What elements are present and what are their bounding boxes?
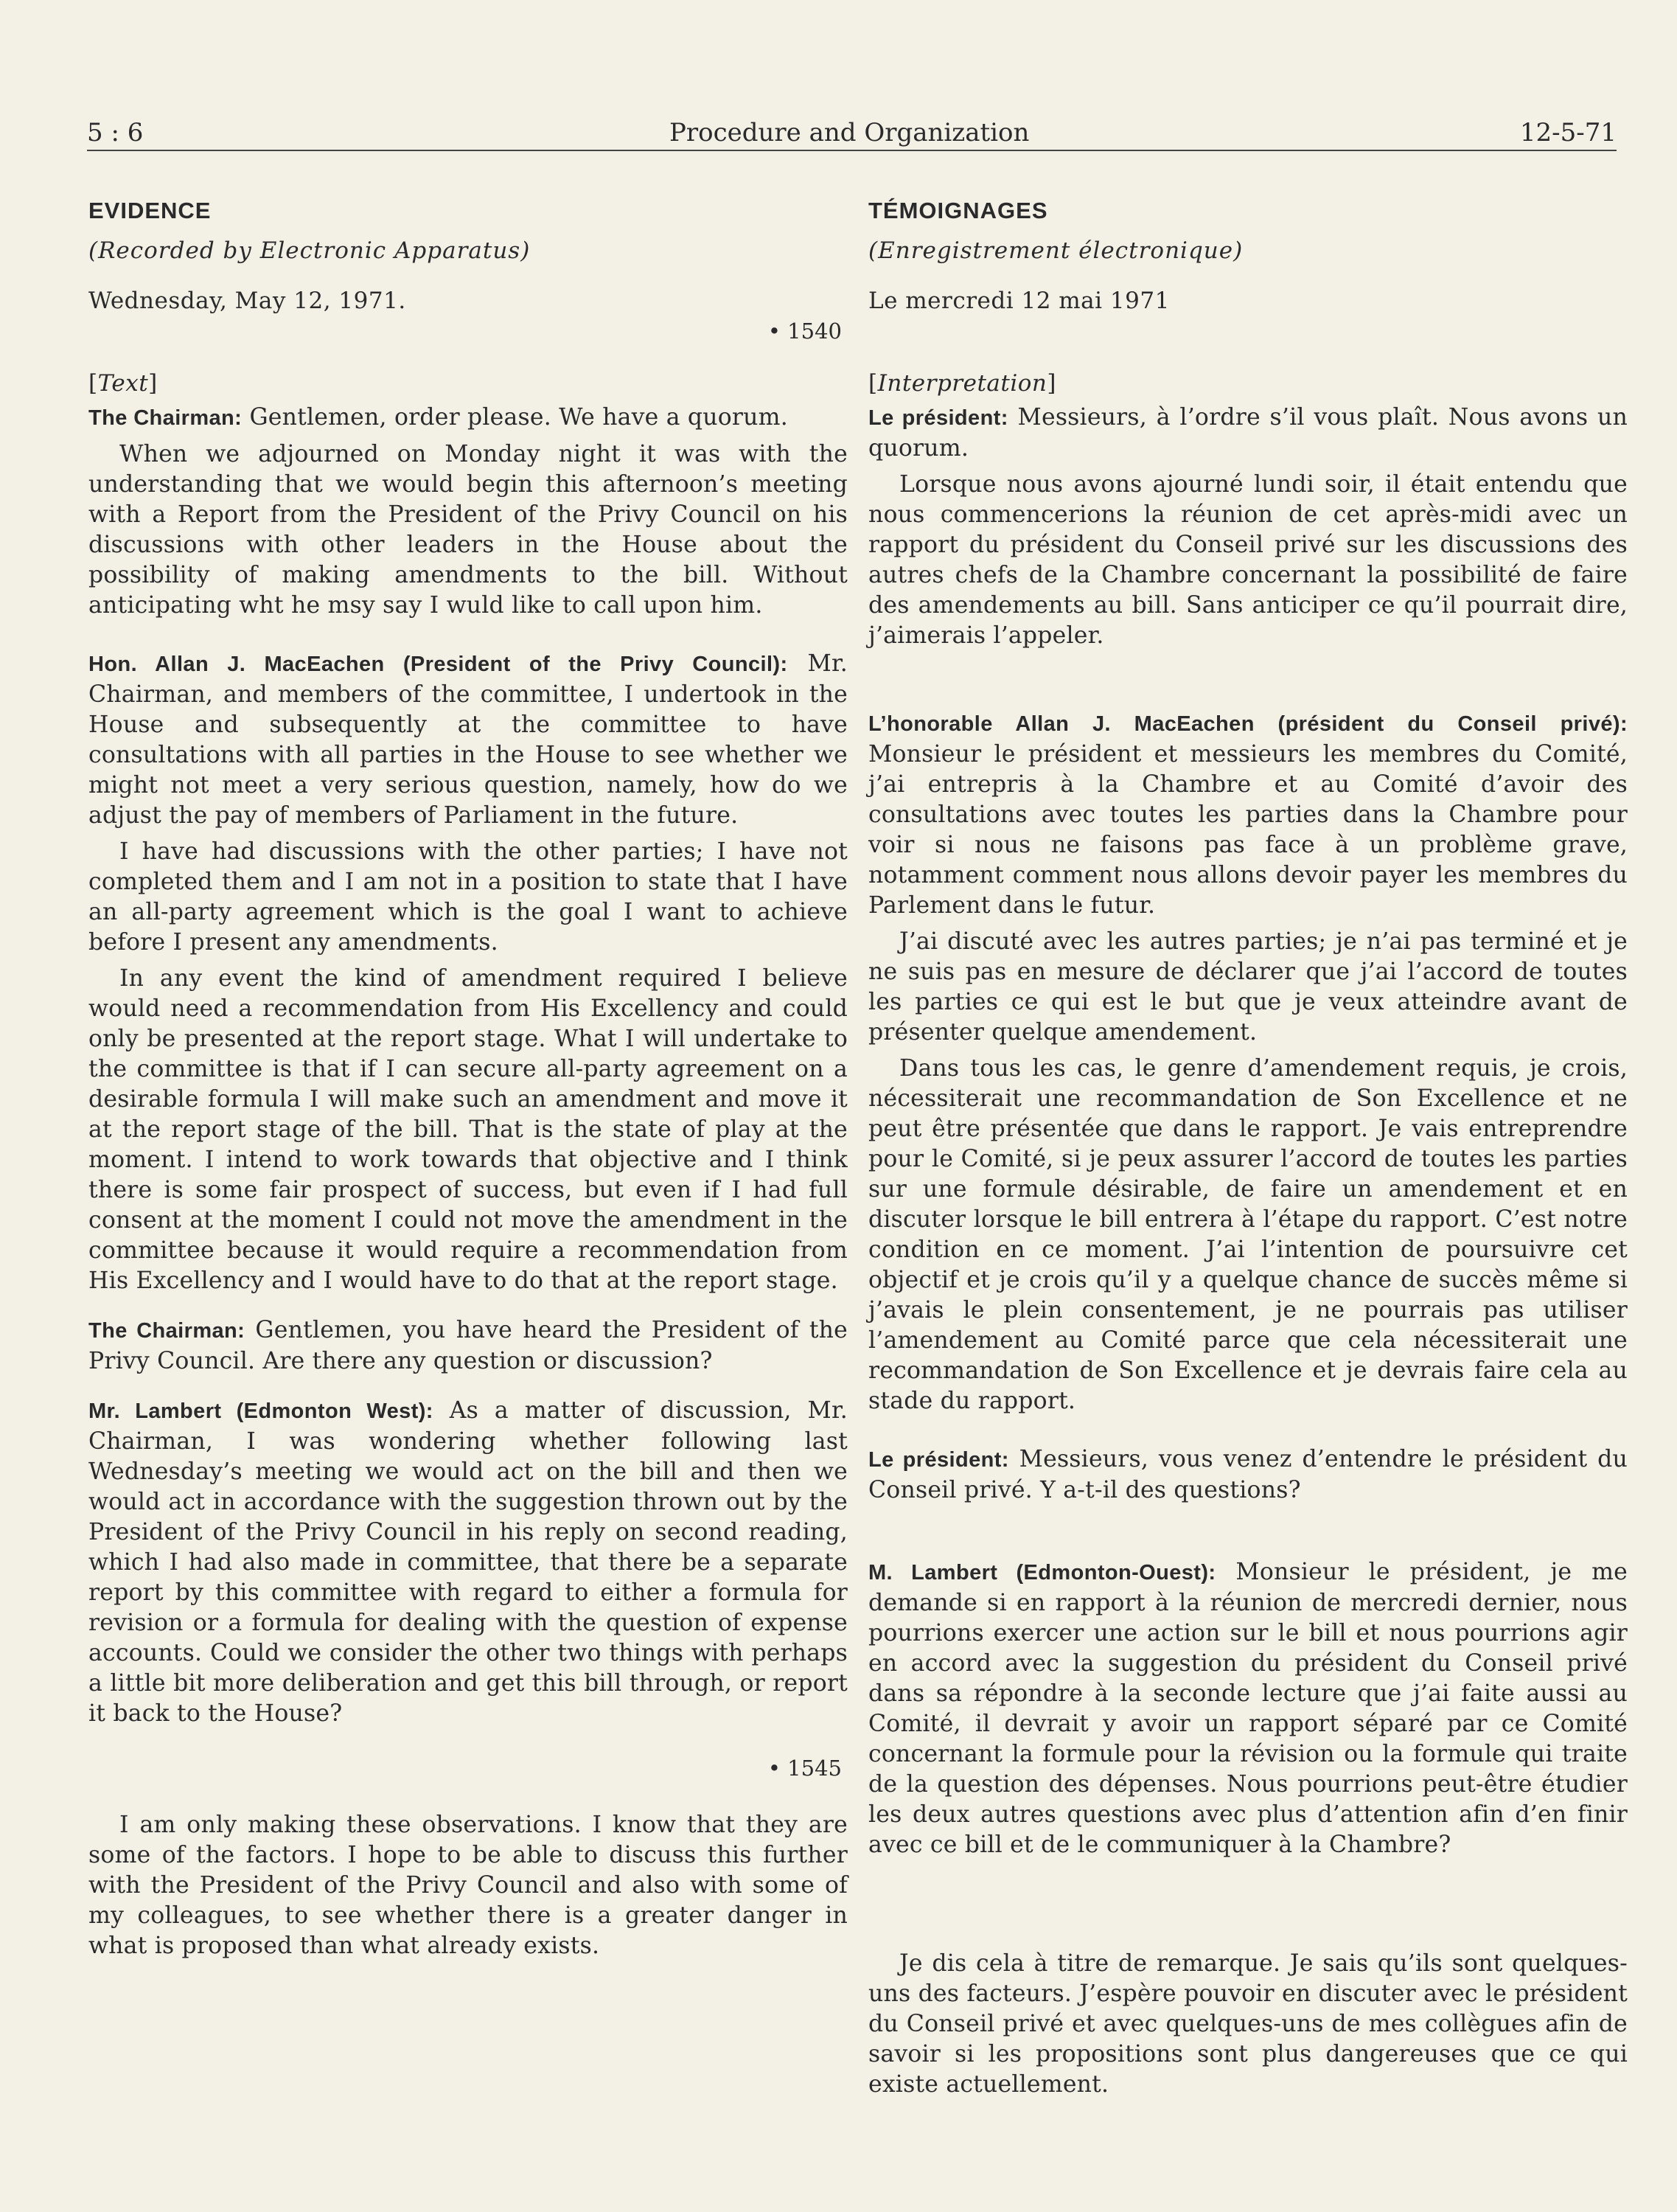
header-rule	[87, 150, 1617, 151]
english-column	[88, 198, 848, 1961]
timestamp-1540: • 1540	[767, 319, 842, 344]
paragraph: I am only making these observations. I know that they are some of the factors. I hope to be able to discuss this further with the President of the Privy Council and also with some of my colleagues, to see whether there is a greater danger in what is proposed than what already exists.	[88, 1812, 848, 1959]
paragraph: Le président: Messieurs, à l’ordre s’il vous plaît. Nous avons un quorum.	[868, 404, 1628, 462]
speaker-name: Le président:	[868, 1448, 1009, 1472]
paragraph: M. Lambert (Edmonton-Ouest): Monsieur le président, je me demande si en rapport à la réunion de mercredi dernier, nous pourrions exercer une action sur le bill et nous pourrions agir en accord avec la suggestion du président du Conseil privé dans sa répondre à la seconde lecture que j’ai faite aussi au Comité, il devrait y avoir un rapport séparé par ce Comité concernant la formule pour la révision ou la formule qui traite de la question des dépenses. Nous pourrions peut-être étudier les deux autres questions avec plus d’attention afin d’en finir avec ce bill et de le communiquer à la Chambre?	[868, 1559, 1628, 1858]
header-date: 12-5-71	[1519, 118, 1617, 147]
timestamp-1545: • 1545	[767, 1756, 842, 1781]
speaker-name: The Chairman:	[88, 1319, 245, 1343]
paragraph: Je dis cela à titre de remarque. Je sais qu’ils sont quelques-uns des facteurs. J’espère pouvoir en discuter avec le président du Conseil privé et avec quelques-uns de mes collègues afin de savoir si les propositions sont plus dangereuses que ce qui existe actuellement.	[868, 1950, 1628, 2098]
language-tag-fr: [Interpretation]	[868, 370, 1057, 397]
section-title-fr: TÉMOIGNAGES	[868, 198, 1048, 223]
speaker-name: The Chairman:	[88, 406, 243, 430]
paragraph: L’honorable Allan J. MacEachen (président du Conseil privé): Monsieur le président et messieurs les membres du Comité, j’ai entrepris à la Chambre et au Comité d’avoir des consultations avec toutes les parties dans la Chambre pour voir si nous ne faisons pas face à un problème grave, notamment comment nous allons devoir payer les membres du Parlement dans le futur.	[868, 712, 1628, 919]
paragraph: The Chairman: Gentlemen, order please. We have a quorum.	[88, 404, 788, 431]
speaker-name: M. Lambert (Edmonton-Ouest):	[868, 1561, 1216, 1585]
paragraph: Lorsque nous avons ajourné lundi soir, il était entendu que nous commencerions la réunion de cet après-midi avec un rapport du président du Conseil privé sur les discussions des autres chefs de la Chambre concernant la possibilité de faire des amendements au bill. Sans anticiper ce qu’il pourrait dire, j’aimerais l’appeler.	[868, 471, 1628, 649]
paragraph: The Chairman: Gentlemen, you have heard the President of the Privy Council. Are there any question or discussion?	[88, 1317, 848, 1374]
paragraph: Le président: Messieurs, vous venez d’entendre le président du Conseil privé. Y a-t-il des questions?	[868, 1446, 1628, 1503]
section-title-en: EVIDENCE	[88, 198, 212, 223]
french-column	[868, 198, 1628, 2100]
paragraph: I have had discussions with the other parties; I have not completed them and I am not in a position to state that I have an all-party agreement which is the goal I want to achieve before I present any amendments.	[88, 838, 848, 956]
page-title: Procedure and Organization	[669, 118, 1030, 147]
date-en: Wednesday, May 12, 1971.	[88, 288, 406, 314]
paragraph: J’ai discuté avec les autres parties; je n’ai pas terminé et je ne suis pas en mesure de déclarer que j’ai l’accord de toutes les parties ce qui est le but que je veux atteindre avant de présenter quelque amendement.	[868, 928, 1628, 1046]
page-number: 5 : 6	[87, 118, 144, 147]
speaker-name: L’honorable Allan J. MacEachen (président du Conseil privé):	[868, 712, 1628, 736]
subtitle-fr: (Enregistrement électronique)	[868, 237, 1244, 264]
speaker-name: Hon. Allan J. MacEachen (President of the Privy Council):	[88, 653, 788, 676]
paragraph: In any event the kind of amendment required I believe would need a recommendation from His Excellency and could only be presented at the report stage. What I will undertake to the committee is that if I can secure all-party agreement on a desirable formula I will make such an amendment and move it at the report stage of the bill. That is the state of play at the moment. I intend to work towards that objective and I think there is some fair prospect of success, but even if I had full consent at the moment I could not move the amendment in the committee because it would require a recommendation from His Excellency and I would have to do that at the report stage.	[88, 965, 848, 1294]
paragraph: When we adjourned on Monday night it was with the understanding that we would begin this afternoon’s meeting with a Report from the President of the Privy Council on his discussions with other leaders in the House about the possibility of making amendments to the bill. Without anticipating wht he msy say I wuld like to call upon him.	[88, 441, 848, 619]
running-header	[87, 111, 1617, 149]
paragraph: Mr. Lambert (Edmonton West): As a matter of discussion, Mr. Chairman, I was wondering whether following last Wednesday’s meeting we would act on the bill and then we would act in accordance with the suggestion thrown out by the President of the Privy Council in his reply on second reading, which I had also made in committee, that there be a separate report by this committee with regard to either a formula for revision or a formula for dealing with the question of expense accounts. Could we consider the other two things with perhaps a little bit more deliberation and get this bill through, or report it back to the House?	[88, 1397, 848, 1727]
subtitle-en: (Recorded by Electronic Apparatus)	[88, 237, 531, 264]
speaker-name: Le président:	[868, 406, 1008, 430]
paragraph: Hon. Allan J. MacEachen (President of the Privy Council): Mr. Chairman, and members of the committee, I undertook in the House and subsequently at the committee to have consultations with all parties in the House to see whether we might not meet a very serious question, namely, how do we adjust the pay of members of Parliament in the future.	[88, 650, 848, 829]
speaker-name: Mr. Lambert (Edmonton West):	[88, 1399, 433, 1423]
date-fr: Le mercredi 12 mai 1971	[868, 288, 1170, 314]
language-tag-en: [Text]	[88, 370, 158, 397]
paragraph: Dans tous les cas, le genre d’amendement requis, je crois, nécessiterait une recommandation de Son Excellence et ne peut être présentée que dans le rapport. Je vais entreprendre pour le Comité, si je peux assurer l’accord de toutes les parties sur une formule désirable, de faire un amendement et en discuter lorsque le bill entrera à l’étape du rapport. C’est notre condition en ce moment. J’ai l’intention de poursuivre cet objectif et je crois qu’il y a quelque chance de succès même si j’avais le plein consentement, je ne pourrais pas utiliser l’amendement au Comité parce que cela nécessiterait une recommandation de Son Excellence et je devrais faire cela au stade du rapport.	[868, 1055, 1628, 1414]
